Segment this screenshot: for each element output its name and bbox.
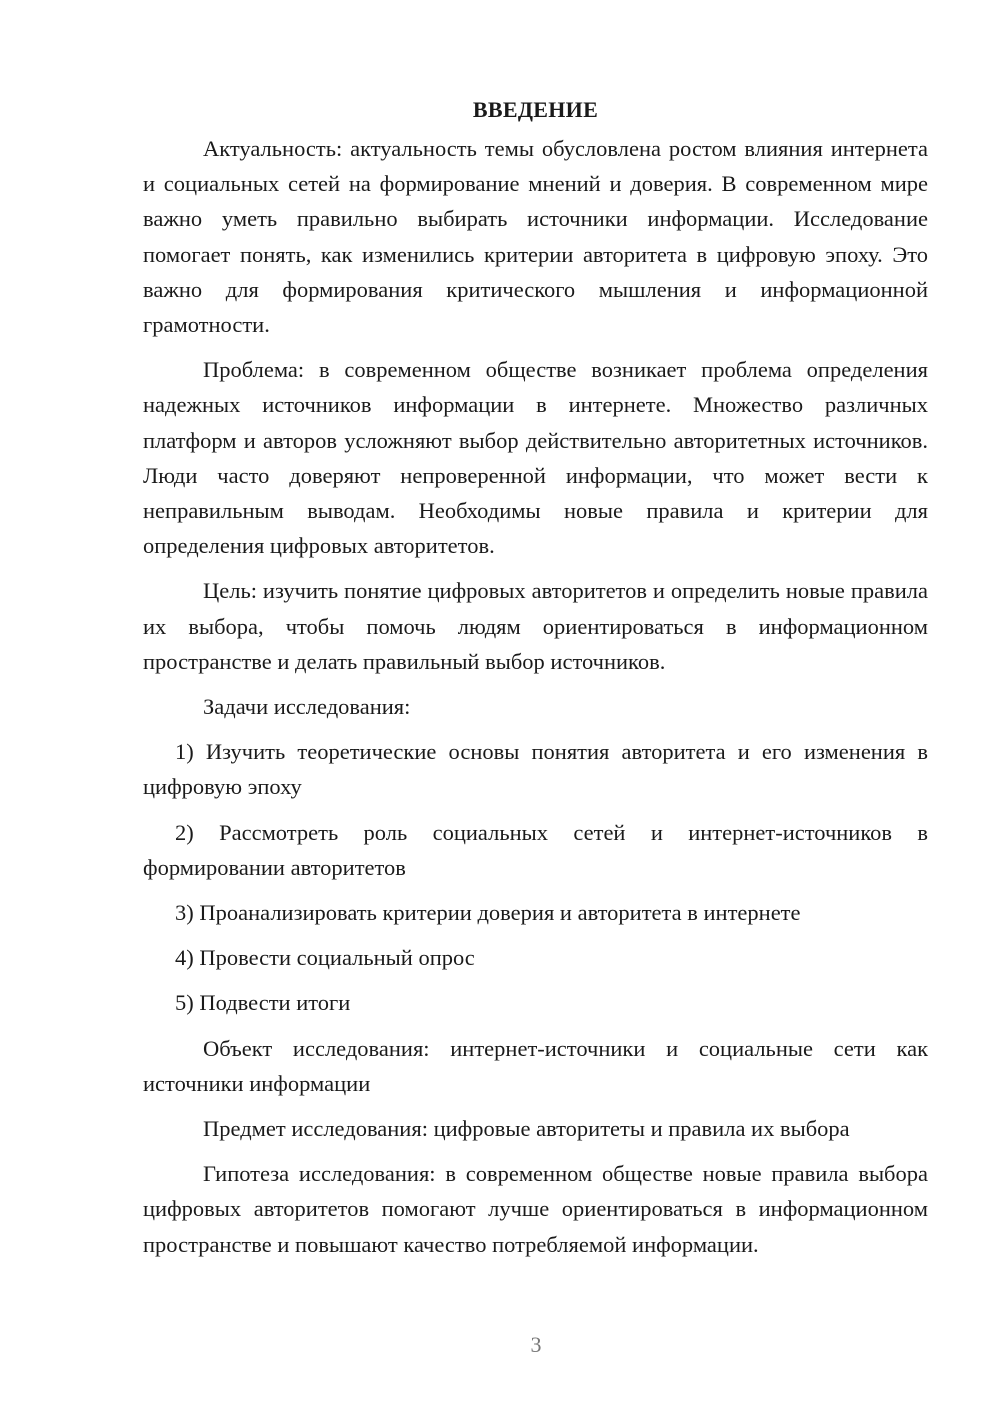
tasks-title: Задачи исследования: bbox=[203, 694, 411, 720]
subject-paragraph: Предмет исследования: цифровые авторитеты и правила их выбора bbox=[203, 1116, 850, 1142]
section-heading: ВВЕДЕНИЕ bbox=[472, 97, 599, 122]
task-item-4: 4) Провести социальный опрос bbox=[175, 945, 475, 971]
hypothesis-paragraph: Гипотеза исследования: в современном обществе новые правила выбора цифровых авторитетов помогают лучше ориентироваться в информационном пространстве и повышают качество потребляемой информации. bbox=[143, 1161, 928, 1257]
page-content bbox=[143, 92, 928, 1272]
goal-paragraph: Цель: изучить понятие цифровых авторитетов и определить новые правила их выбора, чтобы помочь людям ориентироваться в информационном пространстве и делать правильный выбор источников. bbox=[143, 578, 928, 674]
task-item-2: 2) Рассмотреть роль социальных сетей и интернет-источников в формировании авторитетов bbox=[143, 819, 928, 880]
page-number: 3 bbox=[530, 1332, 542, 1357]
task-item-1: 1) Изучить теоретические основы понятия авторитета и его изменения в цифровую эпоху bbox=[143, 739, 928, 800]
relevance-paragraph: Актуальность: актуальность темы обусловлена ростом влияния интернета и социальных сетей на формирование мнений и доверия. В современном мире важно уметь правильно выбирать источники информации. Исследование помогает понять, как изменились критерии авторитета в цифровую эпоху. Это важно для формирования критического мышления и информационной грамотности. bbox=[143, 136, 928, 338]
task-item-3: 3) Проанализировать критерии доверия и авторитета в интернете bbox=[175, 900, 801, 926]
object-paragraph: Объект исследования: интернет-источники и социальные сети как источники информации bbox=[143, 1035, 928, 1096]
problem-paragraph: Проблема: в современном обществе возникает проблема определения надежных источников информации в интернете. Множество различных платформ и авторов усложняют выбор действительно авторитетных источников. Люди часто доверяют непроверенной информации, что может вести к неправильным выводам. Необходимы новые правила и критерии для определения цифровых авторитетов. bbox=[143, 357, 928, 559]
task-item-5: 5) Подвести итоги bbox=[175, 990, 351, 1016]
